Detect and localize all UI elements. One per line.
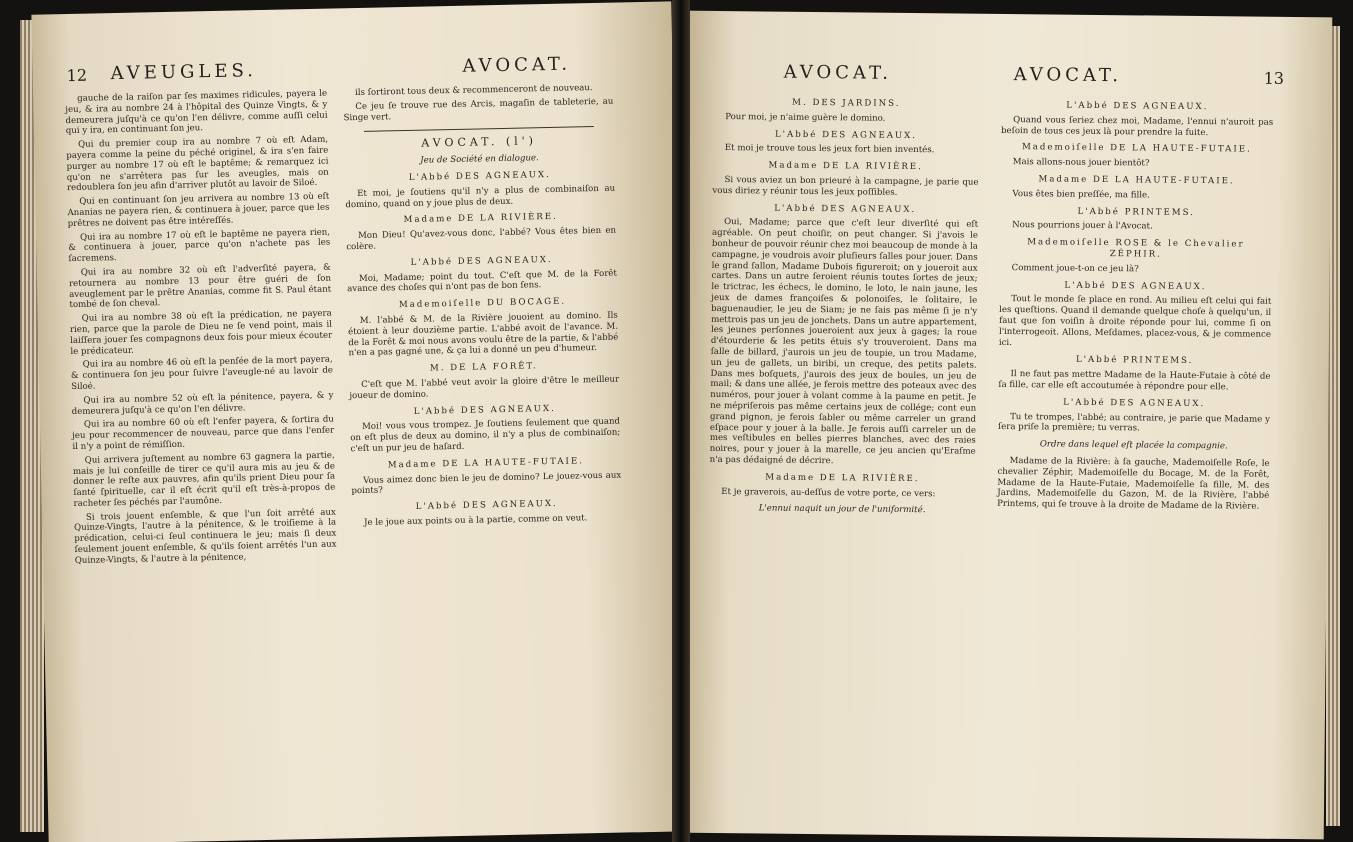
speaker-name: L'Abbé DES AGNEAUX. (413, 403, 556, 417)
speech-text: Et moi, je ſoutiens qu'il n'y a plus de combinaiſon au domino, quand on y joue plus de deux. (345, 183, 616, 210)
speech-text: Si vous aviez un bon prieuré à la campagne, je parie que vous diriez y réunir tous les jeux poſſibles. (712, 175, 979, 198)
speech-text: Oui, Madame; parce que c'eſt leur diverſité qui eſt agréable. On peut choiſir, on peut changer. Si j'avois le bonheur de pouvoir réunir chez moi beaucoup de monde à la campagne, je voudrois avoir pluſieurs ſalles pour jouer. Dans le grand ſallon, Madame Dubois figureroit; on y joueroit aux cartes. Dans un autre ſeroient réunis toutes ſortes de jeux; le trictrac, les échecs, le domino, le loto, le nain jaune, les jeux de dames françoiſes & polonoiſes, le ſolitaire, le baguenaudier, le jeu de Siam; je ne ſais pas même ſi je n'y mettrois pas un jeu de jonchets. Dans un autre appartement, les jeunes perſonnes joueroient aux jeux à gages; la roue d'étourderie & les petits étuis s'y trouveroient. Dans ma ſalle de billard, j'aurois un jeu de toupie, un trou Madame, un jeu de gallets, un biribi, un creque, des petits palets. Dans mes boſquets, j'aurois des jeux de boules, un jeu de mail; & dans une allée, je ferois mettre des poteaux avec des numéros, pour jouer à volant comme à la paume en petit. Je ne mépriſerois pas même certains jeux de collége; cont eun grand pignon, je ferois ſabler ou même carreler un grand eſpace pour y jouer à la balle. Je ferois auſſi carreler un de mes veſtibules en belles pierres blanches, avec des raies noires, pour y jouer à la marelle, ce jeu ancien qu'Eraſme n'a pas dédaigné de décrire. (709, 217, 979, 467)
speaker-name: Mademoiſelle ROSE & le Chevalier ZÉPHIR. (1027, 237, 1245, 260)
speaker-name: L'Abbé DES AGNEAUX. (1063, 397, 1206, 409)
left-column-2-intro (343, 83, 614, 124)
right-dialogue-2 (998, 100, 1273, 436)
speaker-name: L'Abbé DES AGNEAUX. (774, 203, 917, 215)
speech-text: Pour moi, je n'aime guère le domino. (725, 111, 886, 124)
speaker-name: L'Abbé DES AGNEAUX. (408, 169, 551, 183)
speaker-name: Madame DE LA HAUTE-FUTAIE. (1038, 174, 1235, 187)
speech-text: Et je graverois, au-deſſus de votre porte, ce vers: (721, 486, 936, 499)
speaker-name: L'Abbé PRINTEMS. (1075, 355, 1194, 367)
speaker-name: L'Abbé DES AGNEAUX. (1064, 280, 1207, 292)
right-running-head: AVOCAT. (783, 61, 893, 84)
paragraph: Ce jeu ſe trouve rue des Arcis, magaſin de tableterie, au Singe vert. (343, 96, 614, 123)
paragraph: ils ſortiront tous deux & recommenceront de nouveau. (354, 83, 593, 99)
speech-text: Tu te trompes, l'abbé; au contraire, je parie que Madame y ſera priſe la première; tu verras. (997, 411, 1271, 434)
speech-text: Tout le monde ſe place en rond. Au milieu eſt celui qui fait les queſtions. Quand il demande quelque choſe à quelqu'un, il faut que ſon voiſin à droite réponde pour lui, comme ſi on l'interrogeoit. Allons, Meſdames, placez-vous, & je commence ici. (998, 294, 1272, 348)
speaker-name: L'Abbé DES AGNEAUX. (774, 129, 918, 141)
left-page (31, 1, 688, 842)
order-text: Madame de la Rivière: à ſa gauche, Mademoiſelle Roſe, le chevalier Zéphir, Mademoiſelle du Bocage, M. de la Forêt, Madame de la Haute-Futaie, Mademoiſelle ſa fille, M. des Jardins, Mademoiſelle du Gazon, M. de la Rivière, l'abbé Printems, qui ſe trouve à la droite de Madame de la Rivière. (997, 455, 1270, 512)
left-column-1 (65, 89, 337, 570)
speaker-name: L'Abbé DES AGNEAUX. (410, 254, 553, 268)
section-subtitle: Jeu de Société en dialogue. (420, 153, 539, 166)
verse-line: L'ennui naquit un jour de l'uniformité. (758, 503, 926, 516)
left-dialogue (345, 169, 622, 529)
speaker-name: M. DE LA FORÊT. (429, 361, 538, 374)
speaker-name: Madame DE LA RIVIÈRE. (403, 212, 558, 226)
speaker-name: L'Abbé PRINTEMS. (1077, 206, 1195, 218)
speech-text: Nous pourrions jouer à l'Avocat. (1012, 220, 1153, 232)
speaker-name: Madame DE LA HAUTE-FUTAIE. (387, 456, 585, 471)
left-running-head: AVEUGLES. (110, 60, 258, 85)
speech-text: Mon Dieu! Qu'avez-vous donc, l'abbé? Vous êtes bien en colère. (346, 225, 617, 253)
section-divider (364, 126, 594, 132)
right-page-number: 13 (1263, 68, 1285, 88)
speech-text: Quand vous ſeriez chez moi, Madame, l'ennui n'auroit pas beſoin de tous ces jeux là pour prendre la fuite. (1001, 114, 1274, 138)
paragraph: Qui ira au nombre 17 où eſt le baptême ne payera rien, & continuera à jouer, parce qu'on n'achete pas les ſacremens. (68, 227, 331, 265)
speech-text: M. l'abbé & M. de la Rivière jouoient au domino. Ils étoient à leur douzième partie. L'abbé avoit de l'avance. M. de la Forêt & moi nous avons voulu être de la partie, & l'abbé n'en a pas gagné une, & ça lui a donné un peu d'humeur. (347, 310, 619, 359)
speech-text: Mais allons-nous jouer bientôt? (1012, 157, 1150, 169)
paragraph: Qui ira au nombre 32 où eſt l'adverſité payera, & retournera au nombre 13 pour être guéri de ſon aveuglement par le prêtre Ananias, comme fit S. Paul étant tombé de ſon cheval. (68, 262, 332, 311)
right-running-head-2: AVOCAT. (1013, 64, 1123, 87)
paragraph: Qui ira au nombre 46 où eſt la penſée de la mort payera, & continuera ſon jeu pour ſuivre l'aveugle-né au lavoir de Siloé. (70, 354, 334, 392)
paragraph: Qui en continuant ſon jeu arrivera au nombre 13 où eſt Ananias ne payera rien, & continuera à jouer, parce que les prêtres ne doivent pas être intéreſſés. (67, 191, 330, 229)
paragraph: Qui arrivera juſtement au nombre 63 gagnera la partie, mais je lui conſeille de tirer ce qu'il aura mis au jeu & de donner le reſte aux pauvres, afin qu'ils prient Dieu pour ſa ſanté ſpirituelle, car il eſt écrit qu'il eſt très-à-propos de racheter ſes péchés par l'aumône. (72, 450, 336, 509)
section-title: AVOCAT. (l') (421, 134, 538, 151)
paragraph: Qui ira au nombre 60 où eſt l'enfer payera, & ſortira du jeu pour recommencer de nouveau, parce que dans l'enfer il n'y a point de rémiſſion. (72, 414, 335, 452)
speaker-name: L'Abbé DES AGNEAUX. (415, 498, 558, 512)
speaker-name: M. DES JARDINS. (792, 97, 901, 109)
right-dialogue-1 (709, 97, 979, 500)
speaker-name: Mademoiſelle DU BOCAGE. (398, 296, 567, 311)
speech-text: Je le joue aux points ou à la partie, comme on veut. (363, 513, 588, 528)
left-page-number: 12 (66, 65, 88, 86)
speech-text: Comment joue-t-on ce jeu là? (1011, 262, 1139, 275)
paragraph: Qui ira au nombre 38 où eſt la prédication, ne payera rien, parce que la parole de Dieu ne ſe vend point, mais il laiſſera jouer ſes compagnons deux fois pour mieux écouter le prédicateur. (69, 308, 333, 357)
paragraph: Si trois jouent enſemble, & que l'un ſoit arrêté aux Quinze-Vingts, l'autre à la pénitence, & le troiſieme à la prédication, celui-ci ſeul continuera le jeu; mais ſi deux ſeulement jouent enſemble, & qu'ils ſoient arrêtés l'un aux Quinze-Vingts, & l'autre à la pénitence, (74, 507, 337, 566)
speaker-name: Madame DE LA RIVIÈRE. (765, 472, 920, 484)
left-column-2 (343, 83, 622, 532)
speaker-name: Mademoiſelle DE LA HAUTE-FUTAIE. (1021, 142, 1252, 155)
paragraph: Qui ira au nombre 52 où eſt la pénitence, payera, & y demeurera juſqu'à ce qu'on l'en délivre. (71, 390, 334, 417)
speech-text: Moi! vous vous trompez. Je ſoutiens ſeulement que quand on eſt plus de deux au domino, il n'y a plus de combinaiſon; c'eſt un pur jeu de haſard. (350, 416, 621, 455)
order-heading: Ordre dans lequel eſt placée la compagnie. (1039, 439, 1228, 452)
speech-text: C'eſt que M. l'abbé veut avoir la gloire d'être le meilleur joueur de domino. (349, 374, 620, 401)
speaker-name: L'Abbé DES AGNEAUX. (1066, 100, 1209, 113)
left-running-head-2: AVOCAT. (462, 53, 572, 77)
speech-text: Et moi je trouve tous les jeux fort bien inventés. (724, 143, 935, 156)
book-gutter (672, 0, 690, 842)
right-column-2 (997, 94, 1273, 516)
speech-text: Il ne faut pas mettre Madame de la Haute-Futaie à côté de ſa fille, car elle eſt accoutumée à répondre pour elle. (998, 369, 1271, 393)
right-column-1 (709, 91, 979, 523)
paragraph: Qui du premier coup ira au nombre 7 où eſt Adam, payera comme la peine du péché originel, & ira s'en faire purger au nombre 17 où eſt le baptême; & remarquez ici qu'on ne s'arrêtera pas ſur les aveugles, mais on redoublera ſon jeu afin d'arriver plutôt au lavoir de Siloé. (66, 134, 329, 194)
right-page (676, 11, 1333, 840)
speech-text: Vous êtes bien preſſée, ma fille. (1012, 188, 1150, 201)
speaker-name: Madame DE LA RIVIÈRE. (768, 160, 923, 173)
speech-text: Vous aimez donc bien le jeu de domino? Le jouez-vous aux points? (351, 470, 622, 497)
paragraph: gauche de la raiſon par ſes maximes ridicules, payera le jeu, & ira au nombre 24 à l'hôpital des Quinze Vingts, & y demeurera juſqu'à ce qu'on l'en délivre, comme auſſi celui qui y ira, en continuant ſon jeu. (65, 88, 328, 137)
speech-text: Moi, Madame; point du tout. C'eſt que M. de la Forêt avance des choſes qui n'ont pas de bon ſens. (347, 268, 618, 295)
